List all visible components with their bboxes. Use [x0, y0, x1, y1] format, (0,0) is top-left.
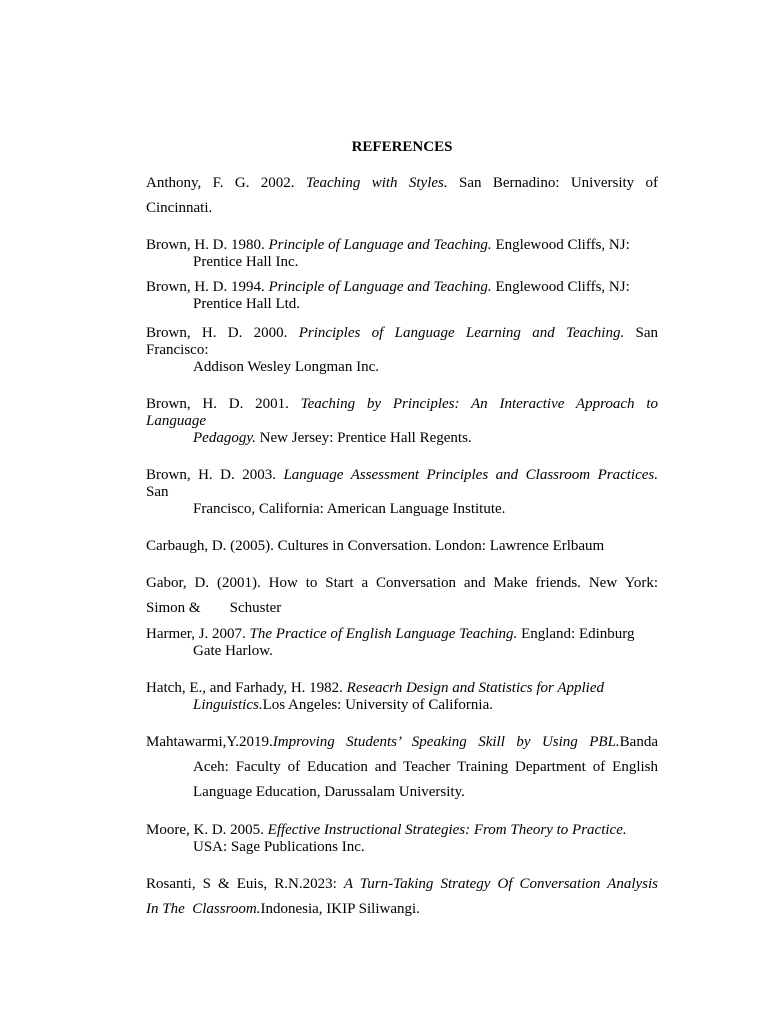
reference-title: Improving Students’ Speaking Skill by Using PBL.: [272, 734, 620, 750]
reference-entry: Brown, H. D. 1980. Principle of Language and Teaching. Englewood Cliffs, NJ: Prentice Hall Inc.: [146, 237, 630, 270]
reference-entry: Anthony, F. G. 2002. Teaching with Styles. San Bernadino: University of Cincinnati.: [146, 175, 659, 216]
page-title: REFERENCES: [351, 139, 453, 155]
reference-title: The Practice of English Language Teaching.: [249, 626, 518, 642]
reference-entry: Mahtawarmi,Y.2019.Improving Students’ Speaking Skill by Using PBL.Banda Aceh: Faculty of Education and Teacher Training Department of English Language Education, Darussalam University.: [146, 734, 658, 800]
reference-entry: Brown, H. D. 2000. Principles of Language Learning and Teaching. San Francisco: Addison Wesley Longman Inc.: [146, 325, 658, 375]
reference-entry: Hatch, E., and Farhady, H. 1982. Reseacrh Design and Statistics for Applied Linguistics.Los Angeles: University of California.: [146, 680, 604, 713]
reference-entry: Moore, K. D. 2005. Effective Instructional Strategies: From Theory to Practice. USA: Sage Publications Inc.: [146, 822, 627, 855]
reference-title: Language Assessment Principles and Classroom Practices.: [283, 467, 658, 483]
reference-title: Teaching by Principles: An Interactive Approach to: [300, 396, 658, 412]
reference-title: Principle of Language and Teaching.: [268, 279, 492, 295]
reference-title: Reseacrh Design and Statistics for Applied: [346, 680, 604, 696]
reference-entry: Brown, H. D. 1994. Principle of Language and Teaching. Englewood Cliffs, NJ: Prentice Hall Ltd.: [146, 279, 630, 312]
reference-entry: Harmer, J. 2007. The Practice of English Language Teaching. England: Edinburg Gate Harlow.: [146, 626, 635, 659]
reference-entry: Rosanti, S & Euis, R.N.2023: A Turn-Taking Strategy Of Conversation Analysis In The Classroom.Indonesia, IKIP Siliwangi.: [146, 876, 659, 917]
reference-entry: Gabor, D. (2001). How to Start a Conversation and Make friends. New York: Simon & Schuster: [146, 575, 658, 616]
reference-title: Principles of Language Learning and Teaching.: [298, 325, 625, 341]
reference-title: Teaching with Styles.: [305, 175, 448, 191]
reference-entry: Brown, H. D. 2003. Language Assessment Principles and Classroom Practices. San Francisco, California: American Language Institute.: [146, 467, 658, 517]
reference-entry: Carbaugh, D. (2005). Cultures in Conversation. London: Lawrence Erlbaum: [146, 538, 605, 554]
reference-entry: Brown, H. D. 2001. Teaching by Principles: An Interactive Approach to Language Pedagogy. New Jersey: Prentice Hall Regents.: [146, 396, 658, 446]
reference-title: Effective Instructional Strategies: From Theory to Practice.: [267, 822, 627, 838]
reference-title: Principle of Language and Teaching.: [268, 237, 492, 253]
reference-title: A Turn-Taking Strategy Of Conversation Analysis: [343, 876, 659, 892]
